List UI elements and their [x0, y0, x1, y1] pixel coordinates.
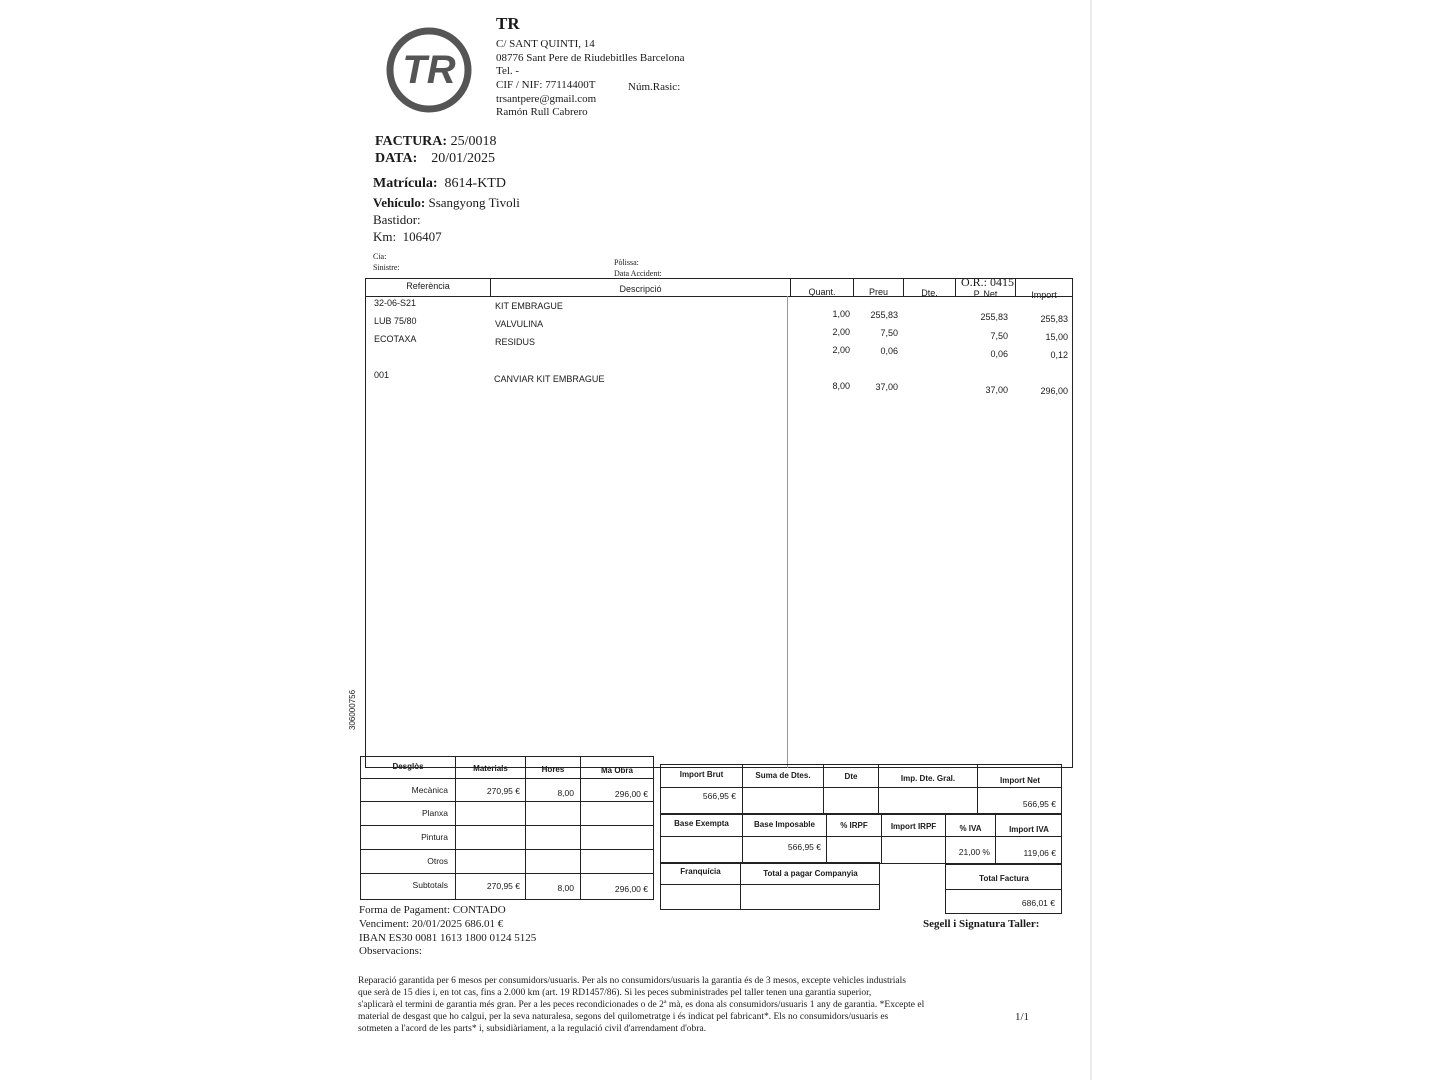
breakdown-row-subtotals: Subtotals [412, 880, 448, 890]
row4-desc: CANVIAR KIT EMBRAGUE [494, 374, 605, 384]
row2-ref: LUB 75/80 [374, 316, 417, 326]
breakdown-mecanica-hores: 8,00 [557, 788, 574, 798]
polissa-label: Pòlissa: [614, 258, 639, 267]
base-exempta-label: Base Exempta [674, 819, 729, 828]
payment-method: Forma de Pagament: CONTADO [359, 904, 506, 916]
breakdown-mecanica-materials: 270,95 € [486, 786, 520, 796]
pct-iva-value: 21,00 % [958, 847, 990, 857]
breakdown-subtotals-hores: 8,00 [557, 883, 574, 893]
total-factura-label: Total Factura [979, 874, 1029, 883]
company-name: TR [496, 14, 520, 33]
workshop-signature-label: Segell i Signatura Taller: [923, 918, 1040, 930]
observations-label: Observacions: [359, 945, 422, 957]
row4-preu: 37,00 [875, 382, 898, 392]
company-email: trsantpere@gmail.com [496, 93, 597, 105]
row3-quant: 2,00 [832, 345, 850, 355]
imp-dte-gral-label: Imp. Dte. Gral. [900, 774, 956, 783]
breakdown-row-mecanica: Mecànica [411, 785, 448, 795]
suma-dtes-label: Suma de Dtes. [755, 771, 811, 780]
import-iva-label: Import IVA [1009, 825, 1049, 834]
breakdown-col-hores: Hores [541, 765, 565, 774]
row4-quant: 8,00 [832, 381, 850, 391]
row1-ref: 32-06-S21 [374, 298, 417, 308]
row4-pnet: 37,00 [985, 385, 1008, 395]
page-edge-shadow [1090, 0, 1092, 1080]
row2-import: 15,00 [1045, 332, 1068, 342]
col-import: Import [1031, 290, 1057, 300]
pct-iva-label: % IVA [959, 824, 982, 833]
side-code: 306000756 [348, 689, 357, 730]
row3-pnet: 0,06 [990, 349, 1008, 359]
row4-ref: 001 [374, 370, 390, 380]
breakdown-subtotals-ma-obra: 296,00 € [614, 884, 648, 894]
breakdown-col-ma-obra: Mà Obra [600, 766, 633, 775]
vehicle-km: Km: 106407 [373, 229, 442, 244]
total-factura-value: 686,01 € [1021, 898, 1055, 908]
base-imposable-label: Base Imposable [754, 820, 815, 829]
payment-iban: IBAN ES30 0081 1613 1800 0124 5125 [359, 932, 537, 944]
company-address: C/ SANT QUINTI, 14 [496, 38, 595, 50]
row1-preu: 255,83 [870, 310, 898, 320]
import-iva-value: 119,06 € [1023, 848, 1056, 858]
pct-irpf-label: % IRPF [840, 821, 868, 830]
breakdown-row-otros: Otros [427, 856, 448, 866]
company-logo [386, 27, 472, 113]
row2-preu: 7,50 [880, 328, 898, 338]
row3-ref: ECOTAXA [374, 334, 417, 344]
row4-import: 296,00 [1040, 386, 1068, 396]
col-referencia: Referència [406, 281, 450, 291]
import-irpf-label: Import IRPF [890, 822, 937, 831]
row2-pnet: 7,50 [990, 331, 1008, 341]
row1-import: 255,83 [1040, 314, 1068, 324]
cia-label: Cia: [373, 252, 387, 261]
sinistre-label: Sinistre: [373, 263, 400, 272]
import-brut-label: Import Brut [679, 770, 724, 779]
breakdown-col-materials: Materials [473, 764, 508, 773]
logo-text: TR [402, 48, 456, 92]
dte-label: Dte [844, 772, 858, 781]
footer-line-5: sotmeten a l'acord de les parts* i, subsidiàriament, a la regulació civil d'arrendament d'obra. [358, 1024, 707, 1034]
breakdown-subtotals-materials: 270,95 € [486, 881, 520, 891]
vehicle-chassis: Bastidor: [373, 212, 421, 227]
col-preu: Preu [868, 287, 888, 297]
franquicia-label: Franquícia [680, 867, 721, 876]
page-number: 1/1 [1015, 1011, 1030, 1023]
payment-due: Venciment: 20/01/2025 686.01 € [359, 918, 504, 930]
col-quant: Quant. [808, 287, 836, 297]
footer-line-4: material de desgast que ho calgui, per la seva naturalesa, segons del quilometratge i és indicat pel fabricant*. Els no consumidors/usuaris es [358, 1012, 889, 1022]
footer-line-1: Reparació garantida per 6 mesos per consumidors/usuaris. Per als no consumidors/usuaris la garantia és de 3 mesos, excepte vehicles industrials [358, 976, 906, 986]
row1-quant: 1,00 [832, 309, 850, 319]
breakdown-mecanica-ma-obra: 296,00 € [614, 789, 648, 799]
company-tel: Tel. - [496, 65, 520, 77]
footer-line-3: s'aplicarà el termini de garantia més gran. Per a les peces recondicionades o de 2ª mà, es dona als consumidors/usuaris 1 any de garantia. *Excepte el [358, 1000, 925, 1010]
row2-desc: VALVULINA [495, 319, 544, 329]
breakdown-row-pintura: Pintura [421, 832, 448, 842]
breakdown-row-planxa: Planxa [422, 808, 448, 818]
breakdown-col-desglos: Desglòs [392, 762, 424, 771]
row2-quant: 2,00 [832, 327, 850, 337]
vehicle-plate: Matrícula: 8614-KTD [373, 176, 506, 191]
import-net-value: 566,95 € [1022, 799, 1056, 809]
col-dte: Dte. [921, 288, 938, 298]
col-descripcio: Descripció [619, 284, 662, 294]
footer-line-2: que serà de 15 dies i, en tot cas, fins a 2.000 km (art. 19 RD1457/86). Si les peces subministrades pel taller tenen una garantia superior, [358, 988, 872, 998]
vehicle-model: Vehículo: Ssangyong Tivoli [373, 195, 520, 210]
row1-pnet: 255,83 [980, 312, 1008, 322]
invoice-date: DATA: 20/01/2025 [375, 151, 496, 166]
row3-desc: RESIDUS [495, 337, 536, 347]
col-pnet: P. Net [973, 289, 998, 299]
import-net-label: Import Net [1000, 776, 1040, 785]
invoice-number: FACTURA: 25/0018 [375, 134, 497, 149]
row3-import: 0,12 [1050, 350, 1068, 360]
company-num-rasic: Núm.Rasic: [628, 81, 681, 93]
or-number: O.R.: 0415 [961, 275, 1015, 289]
company-owner: Ramón Rull Cabrero [496, 106, 588, 118]
data-accident-label: Data Accident: [614, 269, 662, 278]
row3-preu: 0,06 [880, 346, 898, 356]
total-companyia-label: Total a pagar Companyia [763, 869, 858, 878]
row1-desc: KIT EMBRAGUE [495, 301, 563, 311]
import-brut-value: 566,95 € [702, 791, 736, 801]
base-imposable-value: 566,95 € [787, 842, 821, 852]
company-city: 08776 Sant Pere de Riudebitlles Barcelona [496, 52, 685, 64]
company-cif: CIF / NIF: 77114400T [496, 79, 596, 91]
